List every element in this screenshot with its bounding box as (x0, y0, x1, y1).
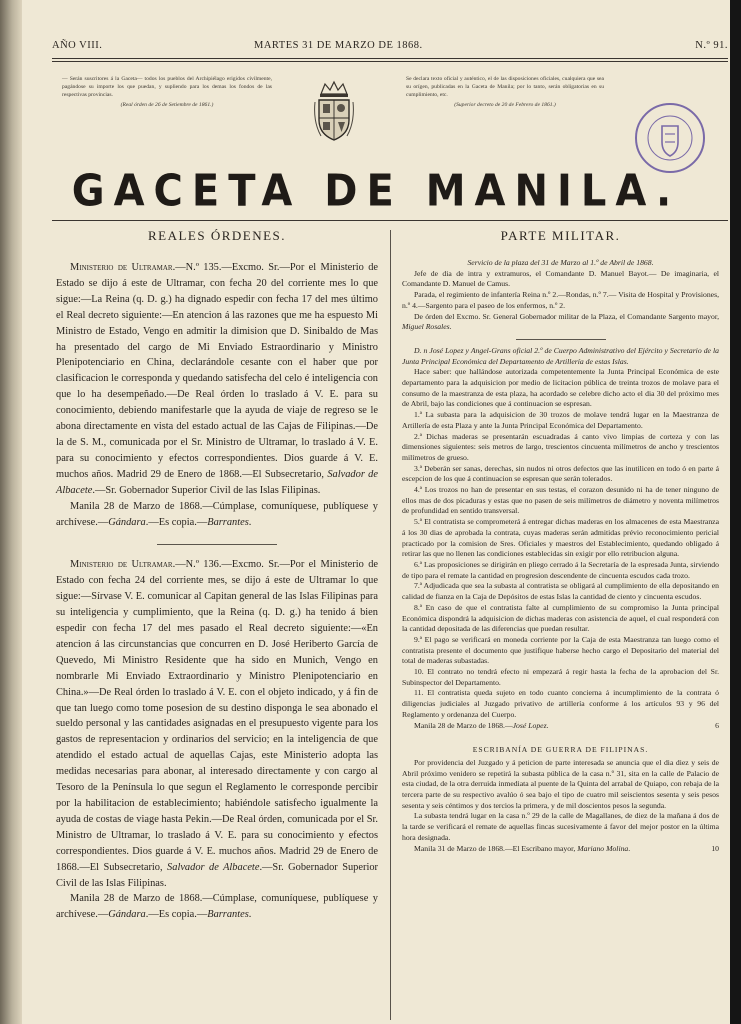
service-order-signer: Miguel Rosales (402, 322, 450, 332)
order-136-close (56, 891, 378, 923)
condition-item: 3.ª Deberán ser sanas, derechas, sin nudos ni otros defectos que las inutilicen en todo ó en parte á escepcion de los que á continuacion se espresan que serán tolerados. (402, 463, 719, 484)
order-135-signer: Salvador de Albacete (56, 468, 378, 496)
right-column (402, 258, 719, 854)
condition-item: 11. El contratista queda sujeto en todo cuanto concierna á incumplimiento de la contrata ó diligencias judiciales al Juzgado privativo de artillería conforme á los artículos 93 y 96 del Reglamento y ordenanza del Cuerpo. (402, 688, 719, 719)
issue-date: MARTES 31 DE MARZO DE 1868. (254, 40, 423, 51)
masthead-rule-top (52, 58, 728, 59)
order-135-close-text: Manila 28 de Marzo de 1868.—Cúmplase, comuníquese, publíquese y archívese.— (56, 500, 378, 528)
condition-item: 5.ª El contratista se comprometerá á entregar dichas maderas en los almacenes de esta Maestranza á los 30 dias de aprobada la contrata, cuyas maderas serán admitidas prévio reconocimiento pericial practicado por la comision de Sres. Oficiales y maestros del Establecimiento, quedando obligado á retirar las que no llenen las condiciones establecidas sin exigir por ello retribucion alguna. (402, 517, 719, 559)
notice-close-text: Manila 28 de Marzo de 1868.— (414, 720, 513, 730)
escribania-signer: Mariano Molina (577, 843, 629, 853)
order-135-tail: .—Sr. Gobernador Superior Civil de las Islas Filipinas. (92, 484, 321, 496)
order-136-end: . (248, 909, 252, 921)
escribania-close-text: Manila 31 de Marzo de 1868.—El Escribano mayor, (414, 843, 578, 853)
condition-item: 2.ª Dichas maderas se presentarán escuadradas á canto vivo limpias de corteza y con las dimensiones siguientes: seis metros de largo, trescientos cincuenta milímetros de ancho y trescientos milímetros de grueso. (402, 431, 719, 462)
order-136-tail: .—Sr. Gobernador Superior Civil de las Islas Filipinas. (56, 861, 378, 889)
official-text-note (406, 75, 604, 109)
order-135-copy: .—Es copia.— (145, 516, 208, 528)
order-136-office: Ministerio de Ultramar. (70, 559, 176, 571)
condition-item: 1.ª La subasta para la adquisicion de 30 trozos de molave tendrá lugar en la Maestranza de Artillería de esta Plaza y ante la Junta Principal Económica del Departamento. (402, 410, 719, 430)
notice-header: D. n José Lopez y Angel-Grans oficial 2.º de Cuerpo Administrativo del Ejército y Secretario de la Junta Principal Económica del Departamento de Artillería de estas Islas. (402, 345, 719, 366)
militar-separator (516, 339, 606, 340)
official-text-note-source: (Superior decreto de 20 de Febrero de 1861.) (454, 102, 556, 108)
book-spine (0, 0, 22, 1024)
royal-order-135 (56, 260, 378, 499)
left-column (56, 260, 378, 923)
order-separator (157, 544, 277, 545)
title-rule (52, 220, 728, 221)
service-intro-text: Servicio de la plaza del 31 de Marzo al 1.º de Abril de 1868. (467, 258, 654, 267)
order-136-signer: Salvador de Albacete (167, 861, 260, 873)
condition-item: 7.ª Adjudicada que sea la subasta al contratista se obligará al cumplimiento de ella depositando en calidad de fianza en la Caja de Depósitos de estas Islas la cantidad de ciento y cincuenta escudos. (402, 581, 719, 602)
reales-ordenes-heading: REALES ÓRDENES. (147, 228, 287, 243)
service-guard: Jefe de dia de intra y extramuros, el Comandante D. Manuel Bayot.— De imaginaria, el Comandante D. Manuel de Camus. (402, 268, 719, 289)
service-order-text: De órden del Excmo. Sr. General Gobernador militar de la Plaza, el Comandante Sargento mayor, (414, 311, 719, 321)
subscription-note-text: — Serán suscritores á la Gaceta— todos los pueblos del Archipiélago erigidos civilmente, pagándose su importe los que puedan, y supliendo para los demas los fondos de las respectivas provincias. (62, 76, 272, 98)
scan-background-edge (730, 0, 741, 1024)
order-135-office: Ministerio de Ultramar. (70, 262, 176, 273)
order-135-sig-barrantes: Barrantes (207, 516, 249, 528)
subscription-note (62, 75, 272, 109)
official-text-note-text: Se declara texto oficial y auténtico, el de las disposiciones oficiales, cualquiera que sea su orígen, publicadas en la Gaceta de Manila; por lo tanto, serán obligatorias en su cumplimiento, etc. (406, 76, 604, 98)
royal-order-136 (56, 557, 378, 891)
notice-close: Manila 28 de Marzo de 1868.—José Lopez. 6 (414, 720, 719, 730)
condition-item: 8.ª En caso de que el contratista falte al cumplimiento de su compromiso la Junta principal Económica dispondrá la adquisicion de dichas maderas con asistencia de aquel, el cual responderá con la cantidad depositada de las diferencias que puedan resultar. (402, 602, 719, 634)
escribania-paragraph-2: La subasta tendrá lugar en la casa n.º 29 de la calle de Magallanes, de diez de la mañana á dos de la tarde se verificará el remate de aquellas fincas sucesivamente á favor del mejor postor en la última hora designada. (402, 811, 719, 842)
notice-signer: José Lopez (512, 720, 547, 730)
library-stamp-icon (632, 100, 708, 176)
parte-militar-heading: PARTE MILITAR. (500, 228, 621, 243)
order-136-copy: .—Es copia.— (145, 909, 208, 921)
service-intro (402, 258, 719, 269)
royal-coat-of-arms-icon (311, 80, 357, 144)
condition-item: 9.ª El pago se verificará en moneda corriente por la Caja de esta Maestranza tan luego como el contratista presente el documento que justifique haberse hecho cargo el Depositario del material del total de maderas subastadas. (402, 634, 719, 666)
notice-number: 6 (715, 720, 719, 730)
masthead-rule-top-2 (52, 61, 728, 62)
order-136-close-text: Manila 28 de Marzo de 1868.—Cúmplase, comuníquese, publíquese y archívese.— (56, 893, 378, 921)
newspaper-page (22, 0, 730, 1024)
newspaper-title: GACETA DE MANILA. (71, 165, 681, 217)
order-135-sig-gandara: Gándara (108, 516, 146, 528)
issue-year: AÑO VIII. (52, 40, 103, 51)
order-136-sig-barrantes: Barrantes (207, 909, 249, 921)
service-order: De órden del Excmo. Sr. General Gobernador militar de la Plaza, el Comandante Sargento mayor, Miguel Rosales. (402, 311, 719, 332)
subscription-note-source: (Real órden de 26 de Setiembre de 1861.) (120, 102, 214, 108)
escribania-paragraph-1: Por providencia del Juzgado y á peticion de parte interesada se anuncia que el dia diez y seis de Abril próximo venidero se repetirá la subasta pública de la casa n.º 31, sita en la calle de Palacio de esta ciudad, de la otra derruida inmediata al puente de la Quinta del arrabal de Quiapo, con rebaja de la tercera parte de su respectivo avalúo ó sea bajo el tipo de cuatro mil seiscientos sesenta y seis pesos sesenta y seis céntimos y dos tercios la primera, y de mil doscientos pesos la segunda. (402, 757, 719, 810)
condition-item: 4.ª Los trozos no han de presentar en sus testas, el corazon desunido ni ha de tener ninguno de ellos mas de dos picaduras y estas que no pasen de seis milímetros de diámetro y noventa milímetros de profundidad en sentido transversal. (402, 485, 719, 516)
notice-conditions (402, 410, 719, 720)
column-divider (390, 230, 391, 1020)
order-136-body: —N.º 136.—Excmo. Sr.—Por el Ministerio de Estado con fecha 24 del corriente mes, se dijo á este de Ultramar lo que sigue:—Sírvase V. E. comunicar al Capitan general de las Islas Filipinas para su inteligencia y cumplimiento, que la Reina (q. D. g.) ha tenido á bien espedir con fecha 17 del mes pasado el Real decreto siguiente:—«En atencion á las circunstancias que concurren en D. José Heriberto García de Quevedo, Mi Ministro Residente que ha sido en Munich, Vengo en nombrarle Mi Enviado Extraordinario y Ministro Plenipotenciario en China.»—De Real órden lo traslado á V. E. con el objeto indicado, y á fin de que tan luego como tome posesion de su destino disponga le sea abonado el sueldo personal y las cantidades asignadas en el presupuesto vigente para los gastos de representacion y ordinarios del servicio; en la inteligencia de que atendido el estado actual de aquellas Cajas, este Ministerio adopta las medidas necesarias para abonar, al interesado directamente y con cargo al Tesoro de la Península lo que segun el Reglamento le corresponde percibir por la habilitacion de establecimiento; habiéndole satisfecho igualmente la ayuda de costas de viage hasta Pekin.—De Real órden, comunicada por el Sr. Ministro de Ultramar, lo traslado á V. E. para su conocimiento y efectos correspondientes. Dios guarde á V. E. muchos años. Madrid 29 de Enero de 1868.—El Subsecretario, (56, 559, 379, 873)
condition-item: 6.ª Las proposiciones se dirigirán en pliego cerrado á la Secretaría de la espresada Junta, sirviendo de tipo para el remate la cantidad en progresion descendente de cincuenta escudos cada trozo. (402, 559, 719, 580)
service-parade: Parada, el regimiento de infantería Reina n.º 2.—Rondas, n.º 7.— Visita de Hospital y Provisiones, n.º 4.—Sargento para el paseo de los enfermos, n.º 2. (402, 290, 719, 310)
escribania-heading: ESCRIBANÍA DE GUERRA DE FILIPINAS. (472, 745, 649, 755)
order-136-sig-gandara: Gándara (108, 909, 146, 921)
notice-intro: Hace saber: que hallándose autorizada competentemente la Junta Principal Económica de este departamento para la adquisicion por medio de licitacion pública de treinta trozos de molave para el consumo de la maestranza de esta plaza, ha acordado se celebre dicho acto el dia 30 del próximo mes de Abril, bajo las condiciones que á continuacion se espresan. (402, 367, 719, 409)
order-135-body: —N.º 135.—Excmo. Sr.—Por el Ministerio de Estado se dijo á este de Ultramar, con fecha 20 del corriente mes lo que sigue:—La Reina (q. D. g.) ha dignado espedir con fecha 17 del mes último el Real decreto siguiente:—En atencion á las razones que me ha espuesto Mi Ministro de Estado, Vengo en admitir la dimision que D. Sinibaldo de Mas ha presentado del cargo de Mi Enviado Estraordinario y Ministro Plenipotenciario en China, declarándole cesante con el haber que por clasificacion le corresponda y quedando satisfecha del celo é inteligencia con que lo ha desempeñado.—De Real órden lo traslado á V. E. para su conocimiento, debiendo manifestarle que la ayuda de viaje de regreso se le abona directamente en vista del estado actual de las Cajas de Filipinas.—De la de S. M., comunicada por el Sr. Ministro de Ultramar, lo traslado á V. E. para su conocimiento y efectos correspondientes. Dios guarde á V. E. muchos años. Madrid 29 de Enero de 1868.—El Subsecretario, (56, 262, 379, 480)
order-135-close (56, 499, 378, 531)
condition-item: 10. El contrato no tendrá efecto ni empezará á regir hasta la fecha de la aprobacion del Sr. Subinspector del Departamento. (402, 667, 719, 687)
issue-number: N.º 91. (695, 40, 728, 51)
escribania-close: Manila 31 de Marzo de 1868.—El Escribano mayor, Mariano Molina. 10 (414, 843, 719, 853)
order-135-end: . (248, 516, 252, 528)
escribania-number: 10 (711, 843, 719, 853)
